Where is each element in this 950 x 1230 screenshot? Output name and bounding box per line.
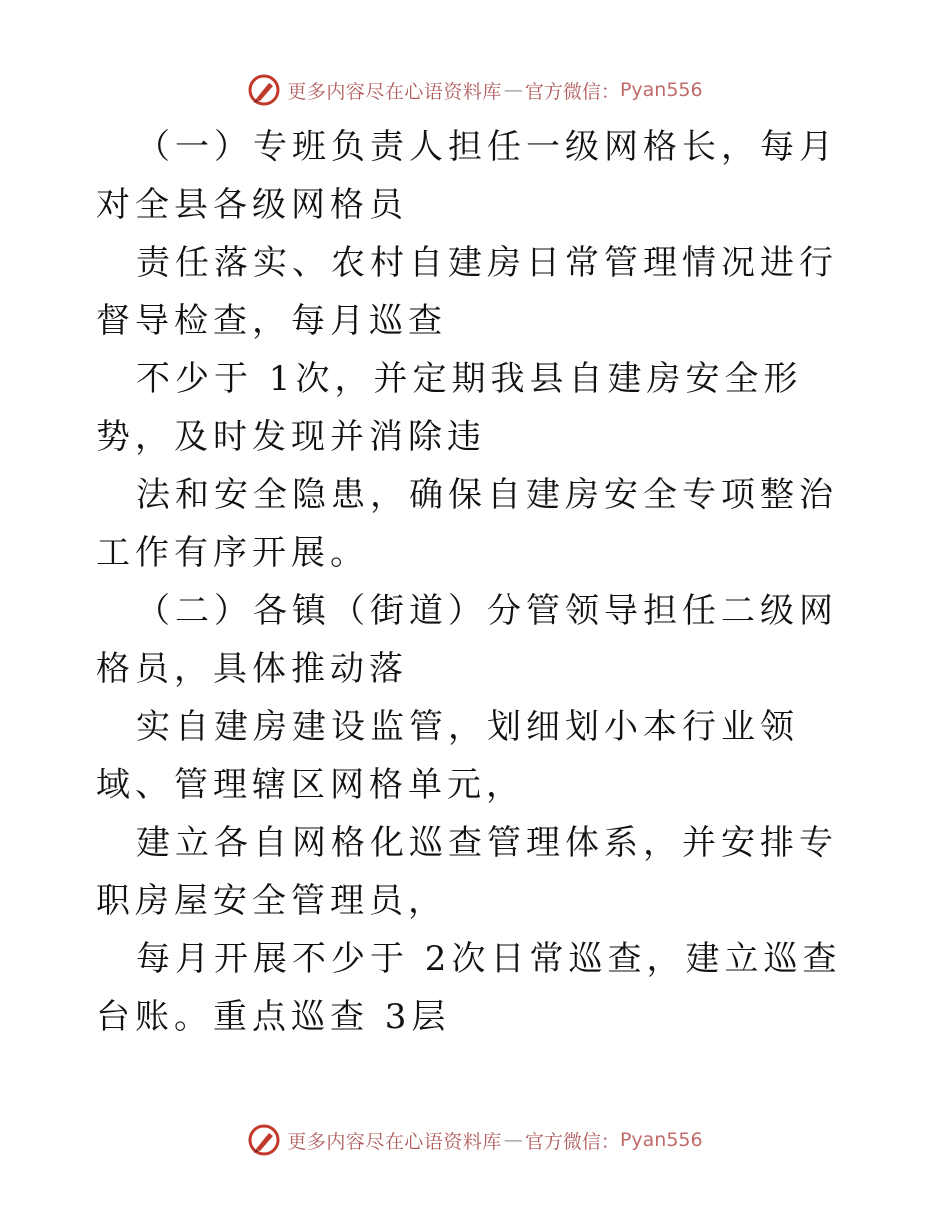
pen-logo-icon	[247, 1123, 281, 1157]
watermark-main-text: 更多内容尽在心语资料库	[287, 1130, 502, 1153]
paragraph: 建立各自网格化巡查管理体系，并安排专职房屋安全管理员，	[96, 823, 838, 921]
paragraph: 不少于 1次，并定期我县自建房安全形势，及时发现并消除违	[96, 359, 803, 457]
watermark-separator: —	[503, 79, 523, 101]
paragraph: 责任落实、农村自建房日常管理情况进行督导检查，每月巡查	[96, 243, 838, 341]
watermark-sub-text: 官方微信：	[524, 80, 620, 103]
watermark-banner-top	[0, 70, 950, 110]
paragraph: （二）各镇（街道）分管领导担任二级网格员，具体推动落	[96, 591, 838, 689]
watermark-banner-bottom	[0, 1120, 950, 1160]
watermark-sub-text: 官方微信：	[524, 1130, 620, 1153]
watermark-wechat-id: Pyan556	[619, 79, 703, 101]
paragraph: （一）专班负责人担任一级网格长，每月对全县各级网格员	[96, 127, 838, 225]
watermark-separator: —	[503, 1129, 523, 1151]
paragraph: 每月开展不少于 2次日常巡查，建立巡查台账。重点巡查 3层	[96, 939, 842, 1037]
paragraph: 法和安全隐患，确保自建房安全专项整治工作有序开展。	[96, 475, 838, 573]
watermark-main-text: 更多内容尽在心语资料库	[287, 80, 502, 103]
paragraph: 实自建房建设监管，划细划小本行业领域、管理辖区网格单元，	[96, 707, 799, 805]
document-body	[96, 118, 856, 1046]
pen-logo-icon	[247, 73, 281, 107]
watermark-wechat-id: Pyan556	[619, 1129, 703, 1151]
